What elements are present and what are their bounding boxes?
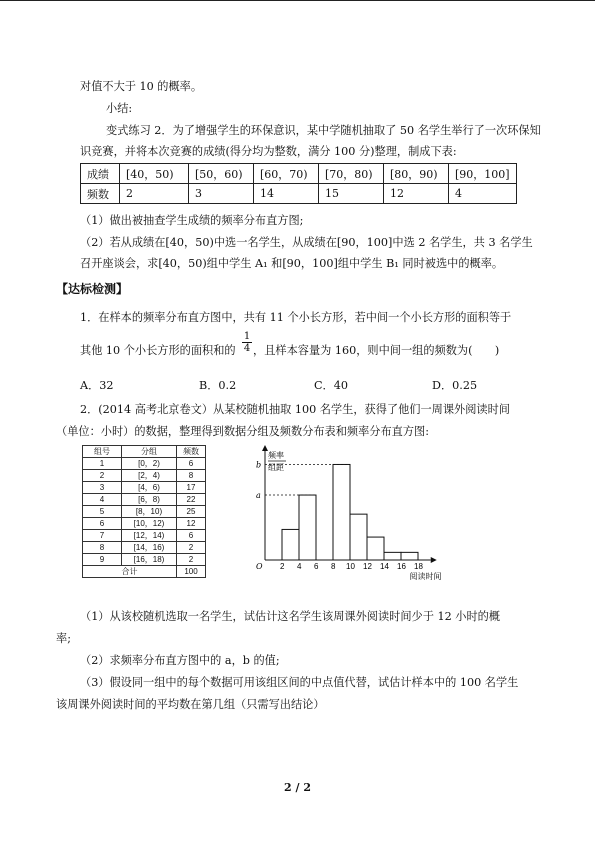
table-cell: 成绩 [81,164,120,184]
histogram-bar [401,552,418,560]
table-cell: 5 [83,506,122,518]
x-tick-label: 6 [314,562,319,571]
problem2-question1-line2: 率; [56,632,71,645]
problem1-line2-suffix: ，且样本容量为 160，则中间一组的频数为( ) [253,344,500,357]
x-tick-label: 4 [297,562,302,571]
table-row [83,482,206,494]
table-cell: [0，2) [122,458,177,470]
table-cell: 7 [83,530,122,542]
table-cell: [2，4) [122,470,177,482]
page-number: 2 / 2 [284,781,311,794]
score-table [80,163,517,204]
table-cell: [16，18) [122,554,177,566]
table-cell: [8，10) [122,506,177,518]
table-cell: 8 [177,470,206,482]
table-cell: 22 [177,494,206,506]
problem1-line2-prefix: 其他 10 个小长方形的面积和的 [80,344,236,357]
x-tick-label: 8 [331,562,336,571]
table-cell: 15 [319,184,384,204]
table-cell: 12 [177,518,206,530]
fraction-numerator: 1 [243,331,251,342]
table-cell: 2 [83,470,122,482]
table-cell: 6 [177,458,206,470]
x-tick-label: 10 [346,562,355,571]
table-cell: [10，12) [122,518,177,530]
option-c: C．40 [314,379,348,392]
x-tick-labels [280,562,423,571]
table-cell: [40，50) [120,164,189,184]
variant-intro-line2: 识竞赛，并将本次竞赛的成绩(得分均为整数，满分 100 分)整理，制成下表: [80,145,457,158]
table-cell: [12，14) [122,530,177,542]
fraction [242,331,252,354]
histogram-bar [282,529,299,560]
histogram-bar [384,552,401,560]
option-b: B．0.2 [199,379,237,392]
variant-question-2-line2: 召开座谈会，求[40，50)组中学生 A₁ 和[90，100]组中学生 B₁ 同时被选中的概率。 [80,257,504,270]
table-cell: 4 [83,494,122,506]
table-cell: [50，60) [189,164,254,184]
table-header-row [83,446,206,458]
table-cell: 6 [177,530,206,542]
intro-line: 对值不大于 10 的概率。 [80,80,203,93]
table-row [83,530,206,542]
problem1-line1: 1．在样本的频率分布直方图中，共有 11 个小长方形，若中间一个小长方形的面积等于 [80,311,512,324]
table-cell: 17 [177,482,206,494]
origin-label: O [256,562,263,571]
variant-intro-line1: 变式练习 2．为了增强学生的环保意识，某中学随机抽取了 50 名学生举行了一次环保知 [106,124,541,137]
table-row [83,518,206,530]
histogram-bars [282,464,418,560]
table-cell: 频数 [81,184,120,204]
table-total-row [83,566,206,578]
x-tick-label: 18 [414,562,423,571]
problem2-question2: （2）求频率分布直方图中的 a，b 的值; [80,654,280,667]
histogram-chart [215,445,445,585]
section-title: 【达标检测】 [56,282,129,296]
score-table-row [81,164,517,184]
y-axis-label-top: 频率 [268,451,284,460]
histogram-bar [350,514,367,560]
table-cell: [4，6) [122,482,177,494]
table-cell: 25 [177,506,206,518]
table-cell: 12 [384,184,449,204]
table-row [83,470,206,482]
table-header-cell: 分组 [122,446,177,458]
a-value-label: a [256,491,261,501]
table-row [83,458,206,470]
x-tick-label: 12 [363,562,372,571]
top-rule [0,0,595,1]
table-cell: [80，90) [384,164,449,184]
table-header-cell: 频数 [177,446,206,458]
problem2-question3-line1: （3）假设同一组中的每个数据可用该组区间的中点值代替，试估计样本中的 100 名学生 [80,676,519,689]
table-cell: [6，8) [122,494,177,506]
table-header-cell: 组号 [83,446,122,458]
table-cell: 2 [177,542,206,554]
x-axis-arrow [431,557,437,563]
frequency-table [82,445,206,578]
y-axis-label-bottom: 组距 [268,463,284,472]
table-cell: 3 [83,482,122,494]
histogram-bar [367,537,384,560]
x-tick-label: 14 [380,562,389,571]
table-cell: 9 [83,554,122,566]
total-label: 合计 [83,566,177,578]
table-cell: [60，70) [254,164,319,184]
table-cell: [70，80) [319,164,384,184]
x-tick-label: 16 [397,562,406,571]
total-value: 100 [177,566,206,578]
problem2-line1: 2．(2014 高考北京卷文）从某校随机抽取 100 名学生，获得了他们一周课外阅读时间 [80,403,510,416]
table-cell: [90，100] [449,164,517,184]
option-a: A．32 [80,379,114,392]
table-cell: 14 [254,184,319,204]
table-row [83,542,206,554]
problem2-question3-line2: 该周课外阅读时间的平均数在第几组（只需写出结论） [56,698,325,711]
table-cell: 8 [83,542,122,554]
table-cell: 3 [189,184,254,204]
variant-question-2-line1: （2）若从成绩在[40，50)中选一名学生，从成绩在[90，100]中选 2 名学生，共 3 名学生 [80,236,533,249]
table-cell: 2 [177,554,206,566]
problem2-question1-line1: （1）从该校随机选取一名学生，试估计这名学生该周课外阅读时间少于 12 小时的概 [80,610,501,623]
table-cell: [14，16) [122,542,177,554]
option-d: D．0.25 [432,379,478,392]
table-cell: 2 [120,184,189,204]
histogram-bar [333,464,350,560]
x-tick-label: 2 [280,562,285,571]
table-cell: 6 [83,518,122,530]
variant-question-1: （1）做出被抽查学生成绩的频率分布直方图; [80,214,304,227]
histogram-bar [299,495,316,560]
problem2-line2: （单位：小时）的数据，整理得到数据分组及频数分布表和频率分布直方图: [56,425,429,438]
x-axis-label: 阅读时间 [409,572,442,581]
summary-label: 小结: [106,102,133,115]
score-table-row [81,184,517,204]
table-cell: 4 [449,184,517,204]
table-row [83,506,206,518]
fraction-denominator: 4 [243,343,251,354]
table-row [83,494,206,506]
table-row [83,554,206,566]
b-value-label: b [256,460,262,470]
table-cell: 1 [83,458,122,470]
